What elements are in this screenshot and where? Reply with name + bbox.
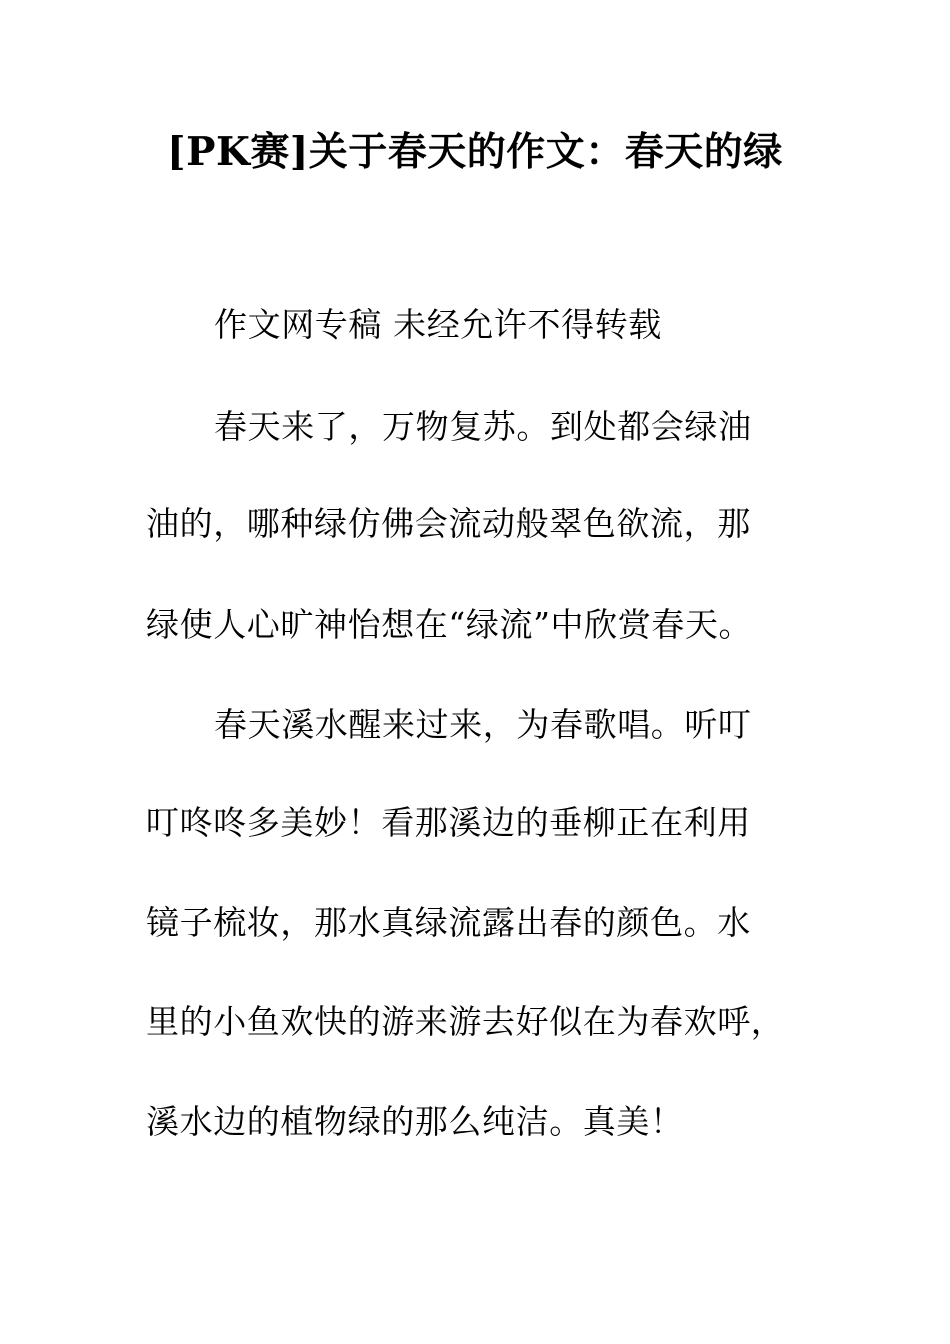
paragraph-2-line-1: 春天溪水醒来过来，为春歌唱。听叮 [214,705,752,744]
document-title: [PK赛]关于春天的作文：春天的绿 [167,129,783,175]
paragraph-2-line-4: 里的小鱼欢快的游来游去好似在为春欢呼， [146,1002,785,1041]
paragraph-2-line-5: 溪水边的植物绿的那么纯洁。真美！ [146,1102,684,1141]
paragraph-2-line-3: 镜子梳妆，那水真绿流露出春的颜色。水 [146,903,751,942]
paragraph-1-line-3: 绿使人心旷神怡想在“绿流”中欣赏春天。 [146,605,753,644]
paragraph-1-line-2: 油的，哪种绿仿佛会流动般翠色欲流，那 [146,504,751,543]
paragraph-2-line-2: 叮咚咚多美妙！看那溪边的垂柳正在利用 [146,803,751,842]
paragraph-1-line-1: 春天来了，万物复苏。到处都会绿油 [214,407,752,446]
byline: 作文网专稿 未经允许不得转载 [214,305,662,344]
